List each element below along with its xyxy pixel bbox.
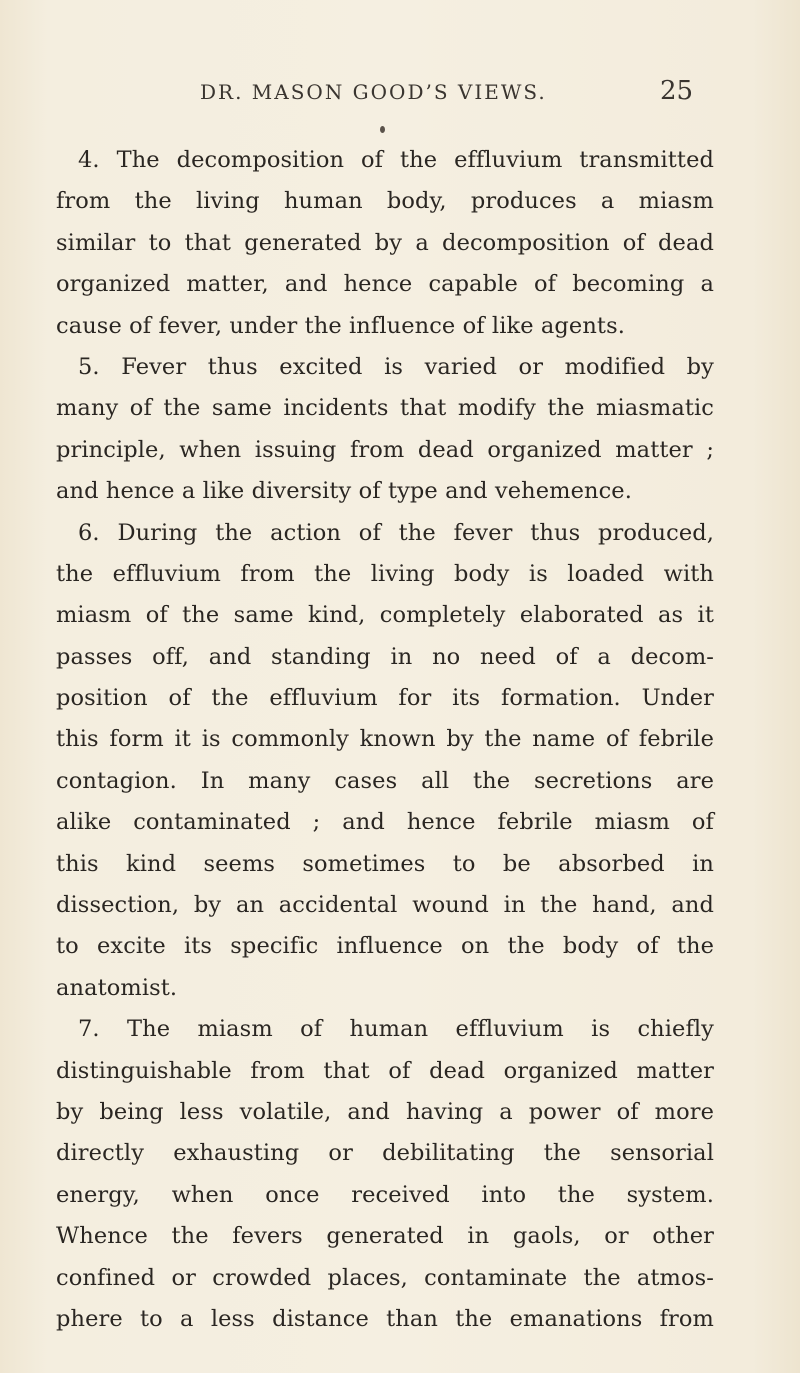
paragraph-7-line-8: phere to a less distance than the emanations from: [56, 1305, 714, 1332]
paragraph-5-line-2: many of the same incidents that modify the miasmatic: [56, 395, 714, 422]
paragraph-6-line-3: miasm of the same kind, completely elaborated as it: [56, 602, 714, 629]
paragraph-4-line-3: similar to that generated by a decomposition of dead: [56, 229, 714, 256]
running-head: [0, 76, 800, 120]
paragraph-4-line-4: organized matter, and hence capable of becoming a: [56, 271, 714, 298]
ink-speck: [380, 126, 385, 133]
paragraph-4-line-1: 4. The decomposition of the effluvium transmitted: [78, 147, 714, 173]
paragraph-7-line-5: energy, when once received into the system.: [56, 1181, 714, 1208]
paragraph-7-line-7: confined or crowded places, contaminate the atmos-: [56, 1264, 714, 1291]
running-head-title: DR. MASON GOOD’S VIEWS.: [200, 80, 547, 104]
paragraph-6-line-2: the effluvium from the living body is loaded with: [56, 560, 714, 587]
paragraph-6-line-5: position of the effluvium for its formation. Under: [56, 685, 714, 712]
paragraph-6-line-6: this form it is commonly known by the name of febrile: [56, 726, 714, 753]
paragraph-6-line-7: contagion. In many cases all the secretions are: [56, 767, 714, 794]
paragraph-6-line-8: alike contaminated ; and hence febrile miasm of: [56, 809, 714, 836]
paragraph-4-line-5: cause of fever, under the influence of like agents.: [56, 312, 625, 339]
paragraph-7-line-6: Whence the fevers generated in gaols, or other: [56, 1223, 714, 1250]
paragraph-6-line-4: passes off, and standing in no need of a decom-: [56, 643, 714, 670]
paragraph-6-line-11: to excite its specific influence on the body of the: [56, 933, 714, 960]
paragraph-5-line-1: 5. Fever thus excited is varied or modified by: [78, 353, 714, 380]
paragraph-4-line-2: from the living human body, produces a miasm: [56, 188, 714, 215]
paragraph-7-line-3: by being less volatile, and having a power of more: [56, 1098, 714, 1125]
paragraph-7-line-4: directly exhausting or debilitating the sensorial: [56, 1140, 714, 1167]
paragraph-6-line-1: 6. During the action of the fever thus produced,: [78, 519, 714, 546]
paragraph-7-line-2: distinguishable from that of dead organized matter: [56, 1057, 714, 1084]
paragraph-6-line-12: anatomist.: [56, 974, 178, 1001]
paragraph-5-line-4: and hence a like diversity of type and vehemence.: [56, 478, 632, 505]
paragraph-6-line-9: this kind seems sometimes to be absorbed in: [56, 850, 714, 877]
paragraph-6-line-10: dissection, by an accidental wound in the hand, and: [56, 892, 714, 919]
paragraph-7-line-1: 7. The miasm of human effluvium is chiefly: [78, 1016, 714, 1043]
page-number: 25: [660, 76, 694, 106]
paragraph-5-line-3: principle, when issuing from dead organized matter ;: [56, 436, 714, 463]
body-text: [56, 140, 714, 1340]
